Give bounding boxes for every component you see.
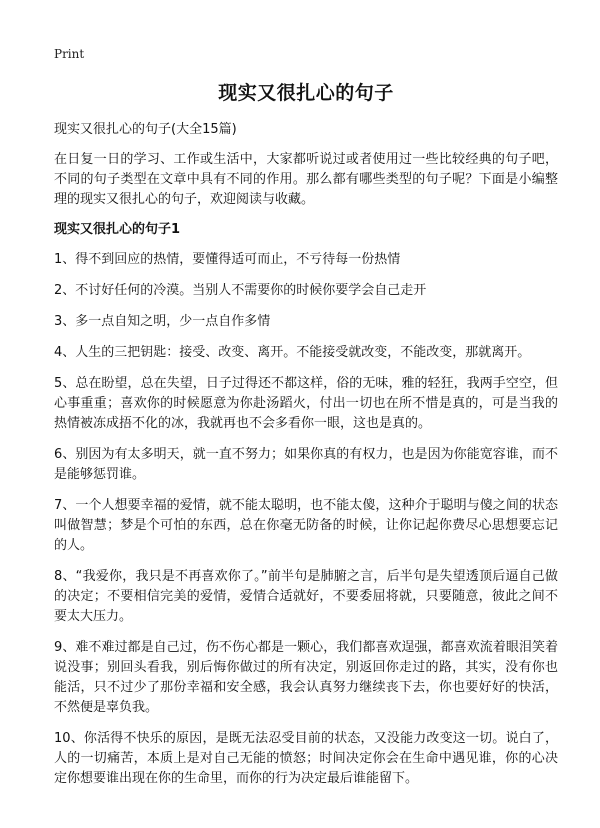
list-item: 9、难不难过都是自己过，伤不伤心都是一颗心，我们都喜欢逞强，都喜欢流着眼泪笑着说没事；别回头看我，别后悔你做过的所有决定，别返回你走过的路，其实，没有你也能活，只不过少了那份幸福和安全感，我会认真努力继续丧下去，你也要好好的快活，不然便是辜负我。 bbox=[54, 640, 558, 715]
intro-paragraph: 在日复一日的学习、工作或生活中，大家都听说过或者使用过一些比较经典的句子吧，不同的句子类型在文章中具有不同的作用。那么都有哪些类型的句子呢？下面是小编整理的现实又很扎心的句子，欢迎阅读与收藏。 bbox=[54, 152, 558, 207]
list-item: 5、总在盼望，总在失望，日子过得还不都这样，俗的无味，雅的轻狂，我两手空空，但心事重重；喜欢你的时候愿意为你赴汤蹈火，付出一切也在所不惜是真的，可是当我的热情被冻成捂不化的冰，我就再也不会多看你一眼，这也是真的。 bbox=[54, 376, 558, 431]
list-item: 1、得不到回应的热情，要懂得适可而止，不亏待每一份热情 bbox=[54, 252, 401, 267]
page-title: 现实又很扎心的句子 bbox=[218, 82, 394, 104]
list-item: 2、不讨好任何的冷漠。当别人不需要你的时候你要学会自己走开 bbox=[54, 283, 427, 298]
list-item: 7、一个人想要幸福的爱情，就不能太聪明，也不能太傻，这种介于聪明与傻之间的状态叫做智慧；梦是个可怕的东西，总在你毫无防备的时候，让你记起你费尽心思想要忘记的人。 bbox=[54, 498, 558, 553]
list-item: 6、别因为有太多明天，就一直不努力；如果你真的有权力，也是因为你能宽容谁，而不是能够惩罚谁。 bbox=[54, 447, 558, 482]
list-item: 4、人生的三把钥匙：接受、改变、离开。不能接受就改变，不能改变，那就离开。 bbox=[54, 345, 531, 360]
print-link[interactable]: Print bbox=[54, 47, 85, 61]
section-heading: 现实又很扎心的句子1 bbox=[54, 222, 181, 237]
list-item: 10、你活得不快乐的原因，是既无法忍受目前的状态，又没能力改变这一切。说白了，人的一切痛苦，本质上是对自己无能的愤怒；时间决定你会在生命中遇见谁，你的心决定你想要谁出现在你的生命里，而你的行为决定最后谁能留下。 bbox=[54, 731, 558, 786]
list-item: 3、多一点自知之明，少一点自作多情 bbox=[54, 314, 271, 329]
quote-list bbox=[54, 250, 558, 789]
subtitle: 现实又很扎心的句子(大全15篇) bbox=[54, 122, 237, 137]
list-item: 8、“我爱你，我只是不再喜欢你了。”前半句是肺腑之言，后半句是失望透顶后逼自己做的决定；不要相信完美的爱情，爱情合适就好，不要委屈将就，只要随意，彼此之间不要太大压力。 bbox=[54, 569, 558, 624]
